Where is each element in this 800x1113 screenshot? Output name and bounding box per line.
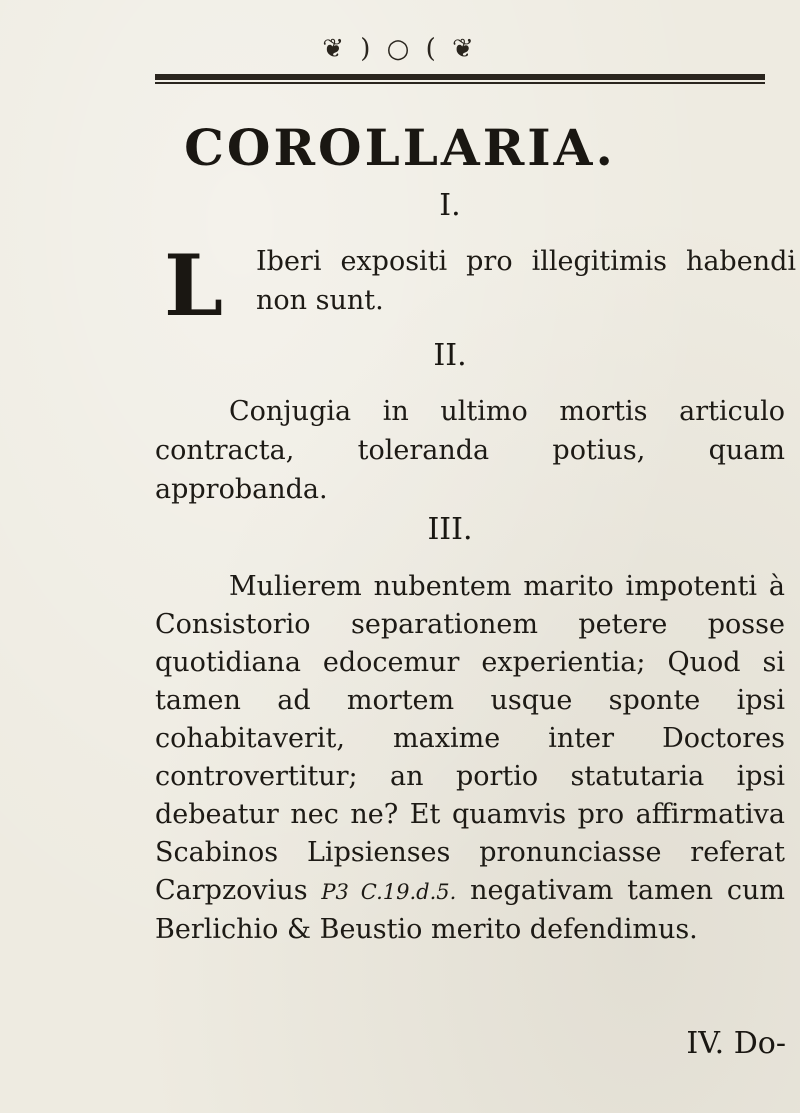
header-ornament: ❦ ) ○ ( ❦ xyxy=(322,34,478,64)
citation-reference: P3 C.19.d.5. xyxy=(321,880,457,904)
header-rule-thin xyxy=(155,82,765,84)
section-numeral-3: III. xyxy=(427,512,473,547)
section-text-2: Conjugia in ultimo mortis articulo contracta, toleranda potius, quam approbanda. xyxy=(155,396,785,505)
section-text-3-part-1: Mulierem nubentem marito impotenti à Consistorio separationem petere posse quotidiana edocemur experientia; Quod si tamen ad mortem usque sponte ipsi cohabitaverit, maxime inter Doctores controvertitur; an portio statutaria ipsi debeatur nec ne? Et quamvis pro affirmativa Scabinos Lipsienses pronunciasse referat Carpzovius xyxy=(155,571,785,906)
catchword: IV. Do- xyxy=(686,1026,786,1061)
page-title: COROLLARIA. xyxy=(184,118,616,177)
section-text-1: Iberi expositi pro illegitimis habendi non sunt. xyxy=(256,246,796,316)
section-text-3 xyxy=(155,568,785,949)
section-numeral-1: I. xyxy=(439,188,461,223)
section-text-3-part-2: negativam tamen cum Berlichio & Beustio merito defendimus. xyxy=(155,875,785,945)
section-numeral-2: II. xyxy=(433,338,467,373)
header-rule-thick xyxy=(155,74,765,80)
drop-cap-letter: L xyxy=(164,236,224,335)
